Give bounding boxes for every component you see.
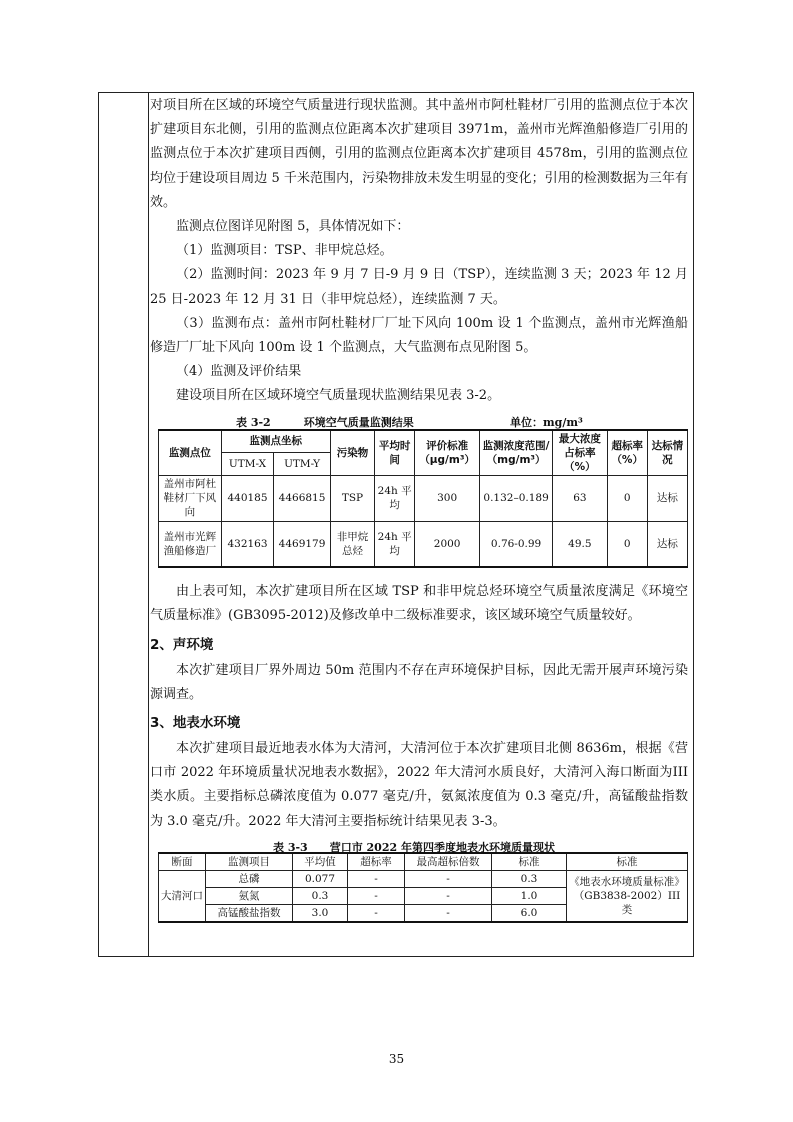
table-cell: 432163 bbox=[221, 521, 273, 567]
paragraph: （1）监测项目：TSP、非甲烷总烃。 bbox=[176, 243, 393, 259]
table-cell: 3.0 bbox=[293, 904, 348, 922]
table-subheader: UTM-Y bbox=[274, 453, 331, 475]
table-header: 达标情况 bbox=[647, 430, 687, 476]
table-cell: 盖州市阿杜鞋材厂下风向 bbox=[159, 475, 222, 521]
left-column-divider bbox=[148, 93, 149, 956]
table-header: 最高超标倍数 bbox=[405, 853, 492, 871]
paragraph: （2）监测时间：2023 年 9 月 7 日-9 月 9 日（TSP），连续监测 3 天；2023 年 12 月 25 日-2023 年 12 月 31 日（非甲烷总烃），连续监测 7 天。 bbox=[150, 267, 688, 307]
page-number: 35 bbox=[388, 1052, 405, 1066]
table-cell: 49.5 bbox=[553, 521, 608, 567]
table-caption: 表 3-2 环境空气质量监测结果 bbox=[236, 415, 414, 429]
table-header: 监测点坐标 bbox=[221, 430, 330, 453]
table-cell: TSP bbox=[330, 475, 374, 521]
table-cell: 盖州市光辉渔船修造厂 bbox=[159, 521, 222, 567]
table-cell: 大清河口 bbox=[159, 870, 206, 922]
paragraph: 本次扩建项目最近地表水体为大清河，大清河位于本次扩建项目北侧 8636m，根据《营口市 2022 年环境质量状况地表水数据》，2022 年大清河水质良好，大清河入海口断面为III类水质。主要指标总磷浓度值为 0.077 毫克/升，氨氮浓度值为 0.3 毫克/升，高锰酸盐指数为 3.0 毫克/升。2022 年大清河主要指标统计结果见表 3-3。 bbox=[150, 740, 688, 829]
table-cell: 0 bbox=[607, 521, 647, 567]
table-cell: 总磷 bbox=[206, 870, 293, 887]
table-cell: - bbox=[348, 887, 405, 904]
table-header: 标准 bbox=[492, 853, 567, 871]
table-caption-row bbox=[150, 409, 688, 429]
table-row bbox=[159, 521, 688, 567]
table-cell: 4466815 bbox=[274, 475, 331, 521]
paragraph: 本次扩建项目厂界外周边 50m 范围内不存在声环境保护目标，因此无需开展声环境污染源调查。 bbox=[150, 662, 688, 702]
table-cell: 0.76-0.99 bbox=[480, 521, 553, 567]
table-cell: 高锰酸盐指数 bbox=[206, 904, 293, 922]
table-cell: - bbox=[405, 904, 492, 922]
table-cell: 24h 平均 bbox=[375, 521, 415, 567]
table-cell: - bbox=[405, 870, 492, 887]
section-heading: 3、地表水环境 bbox=[150, 714, 241, 731]
table-header: 平均时间 bbox=[375, 430, 415, 476]
table-header: 监测点位 bbox=[159, 430, 222, 476]
paragraph: 对项目所在区域的环境空气质量进行现状监测。其中盖州市阿杜鞋材厂引用的监测点位于本次扩建项目东北侧，引用的监测点位距离本次扩建项目 3971m，盖州市光辉渔船修造厂引用的监测点位于本次扩建项目西侧，引用的监测点位距离本次扩建项目 4578m，引用的监测点位均位于建设项目周边 5 千米范围内，污染物排放未发生明显的变化；引用的检测数据为三年有效。 bbox=[150, 98, 688, 210]
table-cell: 0 bbox=[607, 475, 647, 521]
table-caption: 表 3-3 营口市 2022 年第四季度地表水环境质量现状 bbox=[273, 840, 555, 854]
table-header: 监测项目 bbox=[206, 853, 293, 871]
table-header: 评价标准（μg/m³） bbox=[415, 430, 480, 476]
table-row bbox=[159, 475, 688, 521]
table-header: 监测浓度范围/（mg/m³） bbox=[480, 430, 553, 476]
table-cell: 440185 bbox=[221, 475, 273, 521]
table-cell: 300 bbox=[415, 475, 480, 521]
table-header: 超标率 bbox=[348, 853, 405, 871]
paragraph: （3）监测布点：盖州市阿杜鞋材厂厂址下风向 100m 设 1 个监测点，盖州市光辉渔船修造厂厂址下风向 100m 设 1 个监测点，大气监测布点见附图 5。 bbox=[150, 315, 688, 356]
surface-water-table bbox=[158, 852, 688, 923]
table-cell: 0.132–0.189 bbox=[480, 475, 553, 521]
table-caption-row bbox=[150, 834, 688, 852]
table-cell: 氨氮 bbox=[206, 887, 293, 904]
table-cell: - bbox=[348, 904, 405, 922]
table-cell: - bbox=[405, 887, 492, 904]
table-row bbox=[159, 870, 688, 887]
section-heading: 2、声环境 bbox=[150, 636, 214, 653]
table-header: 超标率（%） bbox=[607, 430, 647, 476]
table-cell: 0.3 bbox=[293, 887, 348, 904]
table-cell: 0.077 bbox=[293, 870, 348, 887]
table-cell: 非甲烷总烃 bbox=[330, 521, 374, 567]
table-unit: 单位：mg/m³ bbox=[510, 415, 583, 429]
table-cell: 达标 bbox=[647, 475, 687, 521]
table-cell: 0.3 bbox=[492, 870, 567, 887]
table-cell: 1.0 bbox=[492, 887, 567, 904]
air-quality-table bbox=[158, 429, 688, 569]
table-header: 标准 bbox=[567, 853, 688, 871]
main-content bbox=[150, 94, 688, 923]
table-cell: 6.0 bbox=[492, 904, 567, 922]
table-header: 断面 bbox=[159, 853, 206, 871]
paragraph: 监测点位图详见附图 5，具体情况如下： bbox=[176, 219, 410, 235]
paragraph: 由上表可知，本次扩建项目所在区域 TSP 和非甲烷总烃环境空气质量浓度满足《环境空气质量标准》(GB3095-2012)及修改单中二级标准要求，该区域环境空气质量较好。 bbox=[150, 584, 688, 624]
table-cell: 24h 平均 bbox=[375, 475, 415, 521]
table-cell: 4469179 bbox=[274, 521, 331, 567]
table-subheader: UTM-X bbox=[221, 453, 273, 475]
table-cell: 2000 bbox=[415, 521, 480, 567]
table-cell: 《地表水环境质量标准》（GB3838-2002）III类 bbox=[567, 870, 688, 922]
table-header: 污染物 bbox=[330, 430, 374, 476]
paragraph: 建设项目所在区域环境空气质量现状监测结果见表 3-2。 bbox=[176, 388, 501, 404]
table-cell: 达标 bbox=[647, 521, 687, 567]
table-cell: - bbox=[348, 870, 405, 887]
table-header: 平均值 bbox=[293, 853, 348, 871]
table-header: 最大浓度占标率（%） bbox=[553, 430, 608, 476]
paragraph: （4）监测及评价结果 bbox=[176, 364, 302, 380]
table-cell: 63 bbox=[553, 475, 608, 521]
